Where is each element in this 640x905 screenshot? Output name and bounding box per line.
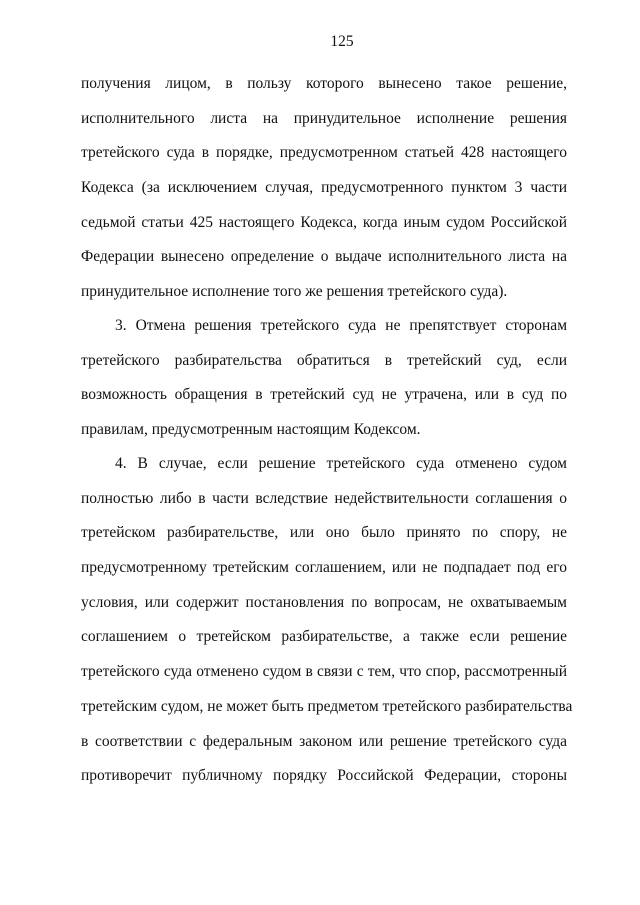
text-line: возможность обращения в третейский суд не утрачена, или в суд по [81, 386, 567, 404]
text-line: условия, или содержит постановления по вопросам, не охватываемым [81, 593, 567, 611]
text-line: принудительное исполнение того же решения третейского суда). [81, 283, 508, 301]
page-number: 125 [330, 33, 354, 50]
text-line: третейского разбирательства обратиться в третейский суд, если [81, 351, 567, 369]
text-line: 4. В случае, если решение третейского суда отменено судом [115, 455, 567, 472]
text-line: Федерации вынесено определение о выдаче исполнительного листа на [81, 248, 567, 266]
paragraph-1 [81, 67, 567, 310]
text-line: третейским судом, не может быть предметом третейского разбирательства [81, 697, 573, 715]
text-line: полностью либо в части вследствие недействительности соглашения о [81, 489, 567, 507]
text-line: третейского суда отменено судом в связи с тем, что спор, рассмотренный [81, 663, 567, 681]
text-line: правилам, предусмотренным настоящим Кодексом. [81, 421, 421, 439]
text-line: седьмой статьи 425 настоящего Кодекса, когда иным судом Российской [81, 213, 567, 231]
text-line: получения лицом, в пользу которого вынесено такое решение, [81, 75, 567, 92]
text-line: 3. Отмена решения третейского суда не препятствует сторонам [115, 317, 567, 334]
paragraph-3 [81, 447, 573, 794]
text-line: в соответствии с федеральным законом или решение третейского суда [81, 732, 567, 750]
text-line: третейском разбирательстве, или оно было принято по спору, не [81, 524, 567, 542]
text-line: противоречит публичному порядку Российской Федерации, стороны [81, 767, 567, 785]
text-line: исполнительного листа на принудительное исполнение решения [81, 109, 567, 127]
text-line: предусмотренному третейским соглашением, или не подпадает под его [81, 559, 567, 577]
text-line: соглашением о третейском разбирательстве, а также если решение [81, 628, 567, 646]
text-line: Кодекса (за исключением случая, предусмотренного пунктом 3 части [81, 179, 567, 197]
text-line: третейского суда в порядке, предусмотренном статьей 428 настоящего [81, 144, 567, 162]
paragraph-2 [81, 309, 567, 448]
